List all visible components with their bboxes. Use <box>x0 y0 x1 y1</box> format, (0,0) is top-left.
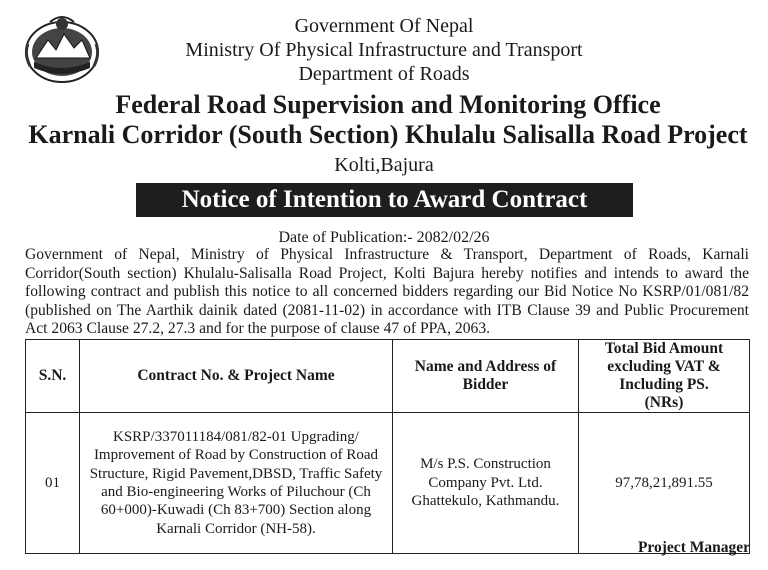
notice-body-line: Act 2063 Clause 27.2, 27.3 and for the purpose of clause 47 of PPA, 2063. <box>25 320 491 338</box>
notice-body-line: (published on The Aarthik dainik dated (2081-11-02) in accordance with ITB Clause 39 and Public Procurement <box>25 301 749 319</box>
government-heading: Government Of Nepal <box>294 15 474 37</box>
notice-body-line: following contract and publish this notice to all concerned bidders regarding our Bid Notice No KSRP/01/081/82 <box>25 283 749 301</box>
office-heading: Federal Road Supervision and Monitoring Office <box>115 90 661 119</box>
cell-amount: 97,78,21,891.55 <box>579 413 750 554</box>
col-header-bidder <box>393 340 579 413</box>
col-header-sn: S.N. <box>26 340 80 413</box>
cell-bidder <box>393 413 579 554</box>
cell-contract: KSRP/337011184/081/82-01 Upgrading/ Improvement of Road by Construction of Road Structure, Rigid Pavement,DBSD, Traffic Safety and Bio-engineering Works of Piluchour (Ch 60+000)-Kuwadi (Ch 83+700) Section along Karnali Corridor (NH-58). <box>80 413 393 554</box>
notice-body-line: Corridor(South section) Khulalu-Salisalla Road Project, Kolti Bajura hereby notifies and intends to award the <box>25 264 749 282</box>
ministry-heading: Ministry Of Physical Infrastructure and Transport <box>185 39 583 61</box>
col-header-amount-text: Total Bid Amount excluding VAT & Including PS. (NRs) <box>604 340 724 411</box>
notice-body <box>25 246 749 339</box>
award-table <box>25 339 750 554</box>
notice-body-line: Government of Nepal, Ministry of Physical Infrastructure & Transport, Department of Roads, Karnali <box>25 246 749 263</box>
table-row <box>26 413 750 554</box>
publication-date: Date of Publication:- 2082/02/26 <box>278 229 490 246</box>
notice-title-banner: Notice of Intention to Award Contract <box>136 183 633 217</box>
project-heading: Karnali Corridor (South Section) Khulalu Salisalla Road Project <box>28 120 748 149</box>
location-heading: Kolti,Bajura <box>334 154 434 176</box>
col-header-amount <box>579 340 750 413</box>
table-header-row <box>26 340 750 413</box>
col-header-contract: Contract No. & Project Name <box>80 340 393 413</box>
department-heading: Department of Roads <box>298 63 470 85</box>
cell-sn: 01 <box>26 413 80 554</box>
signatory-title: Project Manager <box>637 539 750 556</box>
cell-bidder-text: M/s P.S. Construction Company Pvt. Ltd. Ghattekulo, Kathmandu. <box>411 456 560 510</box>
col-header-bidder-text: Name and Address of Bidder <box>414 358 557 393</box>
